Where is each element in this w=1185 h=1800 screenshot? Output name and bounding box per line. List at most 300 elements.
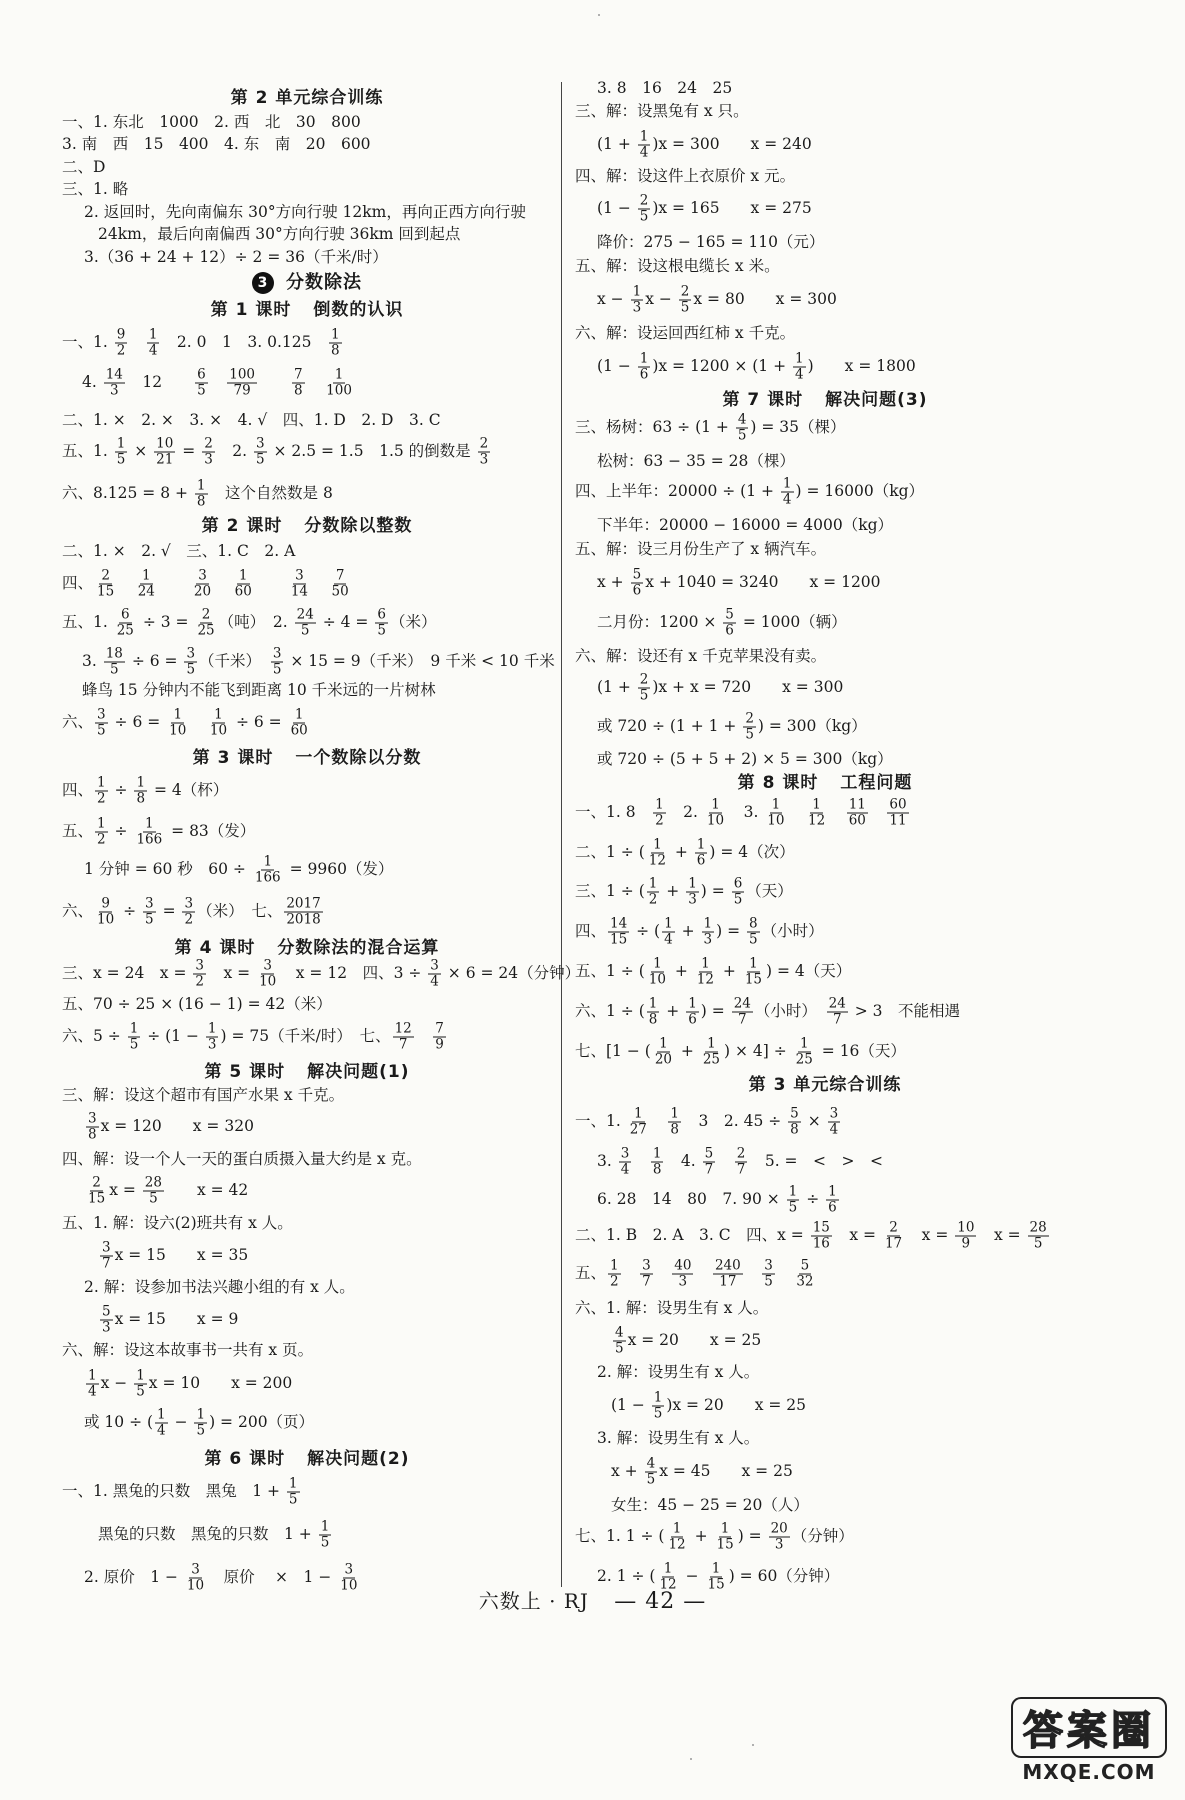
answer-text: 四、 bbox=[62, 574, 94, 592]
fraction-denominator: 3 bbox=[632, 299, 642, 316]
answer-text: ) = 60（分钟） bbox=[728, 1567, 840, 1585]
fraction-numerator: 2 bbox=[201, 606, 211, 623]
fraction bbox=[184, 647, 197, 678]
fraction-denominator: 5 bbox=[733, 891, 743, 908]
answer-text: x = 15 x = 9 bbox=[114, 1310, 239, 1328]
fraction-numerator: 1 bbox=[207, 1020, 217, 1037]
fraction-numerator: 9 bbox=[116, 326, 126, 343]
answer-text: 四、解：设这件上衣原价 x 元。 bbox=[575, 167, 796, 185]
fraction-denominator: 15 bbox=[707, 1576, 725, 1593]
fraction-denominator: 5 bbox=[680, 299, 690, 316]
fraction-denominator: 6 bbox=[828, 1199, 837, 1216]
fraction bbox=[653, 1037, 674, 1068]
answer-text: (1 − bbox=[611, 1396, 650, 1414]
fraction bbox=[295, 608, 316, 639]
heading-text: 第 1 课时 bbox=[210, 300, 292, 320]
fraction-denominator: 12 bbox=[648, 852, 666, 869]
fraction-numerator: 5 bbox=[725, 606, 734, 623]
fraction-numerator: 6 bbox=[197, 366, 206, 383]
fraction bbox=[686, 877, 699, 908]
fraction-numerator: 12 bbox=[394, 1020, 412, 1037]
fraction-denominator: 10 bbox=[97, 911, 115, 928]
fraction-denominator: 11 bbox=[889, 812, 907, 829]
answer-line bbox=[597, 285, 837, 316]
fraction-denominator: 25 bbox=[702, 1051, 721, 1068]
fraction-numerator: 1 bbox=[639, 128, 649, 145]
fraction bbox=[428, 959, 441, 990]
answer-text: 二、1 ÷ ( bbox=[575, 843, 645, 861]
fraction-numerator: 1 bbox=[655, 796, 664, 813]
answer-text: ) = 75（千米/时） 七、 bbox=[220, 1027, 391, 1045]
fraction-numerator: 1 bbox=[663, 1560, 673, 1577]
fraction-numerator: 1 bbox=[711, 796, 720, 813]
answer-text: = 1000（辆） bbox=[737, 613, 847, 631]
page-footer bbox=[0, 1585, 1185, 1614]
fraction-denominator: 15 bbox=[88, 1190, 106, 1207]
fraction-denominator: 3 bbox=[102, 1319, 111, 1336]
fraction bbox=[887, 798, 908, 829]
answer-line bbox=[82, 368, 356, 399]
answer-line bbox=[575, 1221, 1051, 1252]
fraction-denominator: 10 bbox=[259, 973, 277, 990]
answer-text: 或 720 ÷ (1 + 1 + bbox=[597, 717, 742, 735]
answer-line bbox=[611, 1326, 761, 1357]
fraction bbox=[1028, 1221, 1049, 1252]
fraction-denominator: 9 bbox=[435, 1036, 444, 1053]
fraction bbox=[95, 569, 116, 600]
fraction bbox=[115, 608, 136, 639]
fraction-denominator: 20 bbox=[193, 583, 212, 600]
answer-text: 一、1. 黑兔的只数 黑兔 1 + bbox=[62, 1482, 285, 1500]
fraction-numerator: 1 bbox=[670, 1105, 680, 1122]
fraction-denominator: 4 bbox=[795, 366, 804, 383]
answer-line bbox=[597, 712, 867, 743]
fraction-numerator: 1 bbox=[799, 1035, 809, 1052]
fraction-denominator: 60 bbox=[848, 812, 866, 829]
answer-text: x = 80 x = 300 bbox=[693, 290, 837, 308]
answer-text: （米） 七、 bbox=[197, 902, 283, 920]
answer-text: 或 10 ÷ ( bbox=[84, 1413, 154, 1431]
fraction-numerator: 1 bbox=[173, 706, 183, 723]
fraction bbox=[433, 1022, 446, 1053]
fraction-denominator: 5 bbox=[788, 1199, 798, 1216]
answer-line bbox=[62, 1213, 293, 1233]
answer-text: ÷ 3 = bbox=[137, 613, 194, 631]
answer-text: ÷ ( bbox=[631, 922, 661, 940]
answer-text bbox=[655, 1264, 671, 1282]
heading-text: 工程问题 bbox=[840, 773, 913, 793]
fraction-denominator: 79 bbox=[233, 382, 251, 399]
answer-text: x + 1040 = 3240 x = 1200 bbox=[645, 573, 881, 591]
fraction-numerator: 7 bbox=[435, 1020, 444, 1037]
fraction-denominator: 7 bbox=[737, 1011, 747, 1028]
answer-text: = 83（发） bbox=[166, 822, 256, 840]
answer-text: x − bbox=[597, 290, 629, 308]
answer-text: 三、杨树：63 ÷ (1 + bbox=[575, 418, 734, 436]
fraction-numerator: 3 bbox=[829, 1105, 839, 1122]
heading-text: 第 8 课时 bbox=[737, 773, 819, 793]
answer-text: ) = bbox=[700, 882, 730, 900]
answer-text: × 15 = 9（千米） 9 千米 < 10 千米 bbox=[285, 652, 555, 670]
answer-line bbox=[84, 1112, 254, 1143]
fraction bbox=[608, 1259, 621, 1290]
answer-text: ) = 35（棵） bbox=[750, 418, 846, 436]
fraction bbox=[662, 917, 675, 948]
answer-text: 六、解：设这本故事书一共有 x 页。 bbox=[62, 1341, 314, 1359]
fraction-numerator: 1 bbox=[653, 1389, 663, 1406]
fraction-numerator: 1 bbox=[97, 774, 106, 791]
fraction-denominator: 4 bbox=[620, 1161, 630, 1178]
answer-text: 三、解：设黑兔有 x 只。 bbox=[575, 102, 749, 120]
fraction bbox=[192, 569, 213, 600]
answer-text: = 4（杯） bbox=[149, 781, 229, 799]
answer-text: 三、1. 略 bbox=[62, 180, 129, 198]
fraction bbox=[638, 194, 651, 225]
fraction-numerator: 24 bbox=[828, 995, 846, 1012]
fraction-numerator: 28 bbox=[144, 1174, 162, 1191]
fraction bbox=[182, 897, 195, 928]
answer-line bbox=[62, 959, 580, 990]
section-heading bbox=[62, 87, 552, 109]
answer-text: + bbox=[676, 922, 700, 940]
answer-line bbox=[62, 708, 312, 739]
heading-text: 解决问题(2) bbox=[307, 1449, 410, 1469]
fraction-numerator: 2 bbox=[479, 435, 489, 452]
fraction bbox=[828, 1107, 841, 1138]
answer-line bbox=[98, 224, 460, 244]
fraction bbox=[794, 1037, 815, 1068]
fraction bbox=[666, 1522, 687, 1553]
answer-text: ) x = 1800 bbox=[807, 357, 916, 375]
fraction-numerator: 3 bbox=[272, 645, 282, 662]
fraction bbox=[134, 1369, 147, 1400]
fraction-numerator: 1 bbox=[652, 1145, 662, 1162]
fraction-numerator: 1 bbox=[653, 955, 662, 972]
answer-text: 2. 0 1 3. 0.125 bbox=[161, 333, 327, 351]
answer-text: 2. 解：设男生有 x 人。 bbox=[597, 1363, 760, 1381]
fraction bbox=[254, 437, 267, 468]
answer-text: 3. bbox=[82, 652, 102, 670]
fraction-denominator: 5 bbox=[320, 1534, 330, 1551]
fraction-numerator: 1 bbox=[157, 1406, 166, 1423]
answer-line bbox=[597, 515, 893, 535]
fraction bbox=[257, 959, 278, 990]
answer-line bbox=[82, 647, 555, 678]
fraction-denominator: 8 bbox=[790, 1121, 799, 1138]
answer-text: + bbox=[669, 843, 693, 861]
answer-text: ) = bbox=[716, 922, 746, 940]
answer-text: = bbox=[177, 442, 201, 460]
fraction-denominator: 8 bbox=[670, 1121, 680, 1138]
answer-text bbox=[190, 713, 206, 731]
fraction bbox=[393, 1022, 414, 1053]
answer-text: x = 12 四、3 ÷ bbox=[280, 964, 427, 982]
fraction-denominator: 17 bbox=[719, 1273, 737, 1290]
answer-text: 二、1. × 2. × 3. × 4. √ 四、1. D 2. D 3. C bbox=[62, 411, 441, 429]
fraction bbox=[104, 647, 125, 678]
fraction-denominator: 25 bbox=[197, 622, 215, 639]
answer-line bbox=[62, 1149, 422, 1169]
fraction-numerator: 1 bbox=[610, 1257, 619, 1274]
answer-line bbox=[597, 749, 893, 769]
answer-line bbox=[575, 477, 924, 508]
answer-line bbox=[84, 1176, 248, 1207]
fraction-denominator: 50 bbox=[331, 583, 349, 600]
fraction-numerator: 5 bbox=[102, 1303, 111, 1320]
section-heading bbox=[62, 1061, 552, 1083]
answer-text: 二、D bbox=[62, 158, 106, 176]
answer-text: 五、1. bbox=[62, 442, 113, 460]
answer-text: 2. bbox=[216, 442, 252, 460]
answer-line bbox=[82, 680, 436, 700]
answer-line bbox=[575, 323, 795, 343]
answer-line bbox=[575, 256, 780, 276]
fraction-numerator: 20 bbox=[770, 1520, 788, 1537]
answer-text bbox=[745, 1264, 761, 1282]
answer-text: 七、[1 − ( bbox=[575, 1042, 651, 1060]
heading-text: 第 3 单元综合训练 bbox=[748, 1075, 902, 1095]
answer-line bbox=[62, 157, 105, 177]
fraction-numerator: 1 bbox=[788, 1183, 798, 1200]
fraction-numerator: 1 bbox=[294, 706, 304, 723]
fraction bbox=[811, 1221, 832, 1252]
answer-line bbox=[611, 1457, 793, 1488]
answer-text: + bbox=[689, 1527, 713, 1545]
answer-text: ) = 16000（kg） bbox=[795, 482, 925, 500]
answer-text: 3. 南 西 15 400 4. 东 南 20 600 bbox=[62, 135, 371, 153]
answer-text: )x = 300 x = 240 bbox=[652, 135, 812, 153]
answer-line bbox=[575, 1037, 906, 1068]
fraction-numerator: 6 bbox=[377, 606, 386, 623]
fraction bbox=[647, 877, 660, 908]
answer-line bbox=[62, 328, 344, 359]
fraction-denominator: 6 bbox=[696, 852, 706, 869]
heading-text: 第 6 课时 bbox=[204, 1449, 286, 1469]
fraction-denominator: 12 bbox=[668, 1536, 686, 1553]
answer-line bbox=[84, 1369, 292, 1400]
fraction-denominator: 5 bbox=[145, 911, 154, 928]
fraction bbox=[134, 817, 164, 848]
answer-text: x = bbox=[978, 1226, 1026, 1244]
answer-text: 四、 bbox=[62, 781, 94, 799]
fraction-numerator: 1 bbox=[782, 475, 792, 492]
answer-line bbox=[575, 1522, 854, 1553]
fraction-numerator: 1 bbox=[688, 875, 697, 892]
fraction bbox=[478, 437, 491, 468]
fraction-numerator: 1 bbox=[214, 706, 223, 723]
fraction-numerator: 10 bbox=[156, 435, 174, 452]
answer-text: 五、70 ÷ 25 × (16 − 1) = 42（米） bbox=[62, 995, 332, 1013]
fraction-denominator: 6 bbox=[688, 1011, 697, 1028]
fraction-denominator: 12 bbox=[659, 1576, 677, 1593]
fraction bbox=[638, 673, 651, 704]
fraction-denominator: 10 bbox=[209, 722, 228, 739]
fraction-numerator: 1 bbox=[653, 836, 662, 853]
fraction-denominator: 21 bbox=[156, 451, 174, 468]
fraction-denominator: 10 bbox=[648, 971, 666, 988]
fraction bbox=[195, 479, 208, 510]
answer-text: x = 15 x = 35 bbox=[114, 1246, 249, 1264]
fraction bbox=[735, 1147, 748, 1178]
answer-text: 六、 bbox=[62, 902, 94, 920]
answer-text: x = 120 x = 320 bbox=[100, 1117, 254, 1135]
fraction bbox=[765, 798, 786, 829]
fraction-numerator: 2017 bbox=[286, 895, 321, 912]
fraction-numerator: 1 bbox=[196, 1406, 206, 1423]
fraction-numerator: 1 bbox=[634, 1105, 643, 1122]
answer-text: + bbox=[661, 882, 685, 900]
answer-line bbox=[575, 413, 846, 444]
answer-text: 五、1. bbox=[62, 613, 113, 631]
fraction-denominator: 15 bbox=[744, 971, 763, 988]
fraction bbox=[324, 368, 354, 399]
fraction-denominator: 4 bbox=[664, 931, 673, 948]
fraction bbox=[154, 437, 175, 468]
footer-book-label: 六数上 · RJ bbox=[478, 1589, 589, 1613]
answer-text bbox=[159, 574, 190, 592]
answer-text: ÷ bbox=[801, 1190, 825, 1208]
answer-text: （吨） 2. bbox=[218, 613, 293, 631]
fraction-numerator: 1 bbox=[648, 995, 658, 1012]
fraction-numerator: 1 bbox=[659, 1035, 668, 1052]
fraction-denominator: 5 bbox=[749, 931, 758, 948]
answer-text: ÷ 6 = bbox=[109, 713, 166, 731]
fraction bbox=[115, 328, 128, 359]
fraction bbox=[743, 712, 756, 743]
fraction-numerator: 3 bbox=[430, 957, 439, 974]
answer-text: ) = 4（次） bbox=[709, 843, 795, 861]
fraction bbox=[287, 1477, 300, 1508]
fraction-numerator: 7 bbox=[294, 366, 303, 383]
answer-text: （天） bbox=[746, 882, 793, 900]
fraction bbox=[640, 1259, 653, 1290]
fraction bbox=[747, 917, 760, 948]
answer-line bbox=[575, 1259, 818, 1290]
answer-text: ) = 200（页） bbox=[209, 1413, 315, 1431]
fraction-numerator: 4 bbox=[737, 411, 747, 428]
fraction-denominator: 3 bbox=[774, 1536, 784, 1553]
answer-text: 2. 返回时，先向南偏东 30°方向行驶 12km，再向正西方向行驶 bbox=[84, 203, 526, 221]
fraction-denominator: 5 bbox=[639, 687, 649, 704]
fraction-numerator: 3 bbox=[295, 567, 304, 584]
fraction-numerator: 24 bbox=[296, 606, 314, 623]
fraction bbox=[86, 1369, 99, 1400]
fraction-denominator: 6 bbox=[725, 622, 734, 639]
answer-text: 三、x = 24 x = bbox=[62, 964, 192, 982]
fraction-denominator: 7 bbox=[102, 1255, 111, 1272]
answer-text: （千米） bbox=[199, 652, 269, 670]
answer-text: (1 + bbox=[597, 135, 636, 153]
answer-text bbox=[651, 1112, 667, 1130]
fraction bbox=[736, 413, 749, 444]
answer-text: = bbox=[157, 902, 181, 920]
fraction bbox=[330, 569, 351, 600]
fraction-denominator: 8 bbox=[648, 1011, 658, 1028]
answer-text bbox=[633, 1152, 649, 1170]
fraction-numerator: 3 bbox=[88, 1110, 97, 1127]
section-heading bbox=[575, 772, 1075, 794]
answer-text: （米） bbox=[389, 613, 437, 631]
answer-text: ÷ bbox=[109, 781, 133, 799]
fraction-denominator: 10 bbox=[169, 722, 187, 739]
answer-text: 降价：275 − 165 = 110（元） bbox=[597, 233, 825, 251]
fraction-denominator: 25 bbox=[116, 622, 134, 639]
answer-text bbox=[312, 574, 328, 592]
answer-line bbox=[575, 838, 795, 869]
fraction-numerator: 3 bbox=[145, 895, 154, 912]
heading-text: 一个数除以分数 bbox=[295, 748, 422, 768]
fraction-denominator: 8 bbox=[294, 382, 303, 399]
answer-text: 3. 8 16 24 25 bbox=[597, 79, 733, 97]
answer-text: + bbox=[661, 1002, 685, 1020]
answer-text: ÷ bbox=[109, 822, 133, 840]
fraction-denominator: 3 bbox=[207, 1036, 217, 1053]
answer-text: x = 20 x = 25 bbox=[627, 1331, 762, 1349]
answer-line bbox=[575, 957, 851, 988]
fraction-numerator: 60 bbox=[889, 796, 907, 813]
answer-line bbox=[597, 78, 732, 98]
fraction-numerator: 3 bbox=[344, 1561, 354, 1578]
answer-text: ) × 4] ÷ bbox=[724, 1042, 792, 1060]
answer-text: 一、1. bbox=[62, 333, 113, 351]
fraction-denominator: 7 bbox=[832, 1011, 842, 1028]
answer-text: − bbox=[169, 1413, 193, 1431]
answer-text: ÷ bbox=[118, 902, 142, 920]
fraction bbox=[955, 1221, 976, 1252]
answer-text: 3. bbox=[728, 803, 764, 821]
fraction-denominator: 10 bbox=[767, 812, 785, 829]
fraction-numerator: 3 bbox=[191, 1561, 200, 1578]
fraction bbox=[289, 569, 310, 600]
answer-text: ÷ 6 = bbox=[126, 652, 183, 670]
heading-text: 第 3 课时 bbox=[192, 748, 274, 768]
answer-text: )x + x = 720 x = 300 bbox=[652, 678, 844, 696]
fraction-numerator: 1 bbox=[88, 1367, 97, 1384]
answer-line bbox=[62, 776, 228, 807]
answer-text: 松树：63 − 35 = 28（棵） bbox=[597, 452, 795, 470]
answer-text: (1 − bbox=[597, 357, 636, 375]
answer-text bbox=[870, 803, 886, 821]
answer-line bbox=[62, 1340, 313, 1360]
answer-text: 3.（36 + 24 + 12）÷ 2 = 36（千米/时） bbox=[84, 248, 388, 266]
fraction-numerator: 18 bbox=[105, 645, 123, 662]
answer-text: 五、解：设这根电缆长 x 米。 bbox=[575, 257, 780, 275]
fraction bbox=[705, 798, 726, 829]
answer-line bbox=[84, 247, 388, 267]
fraction-denominator: 7 bbox=[642, 1273, 651, 1290]
answer-line bbox=[62, 437, 492, 468]
answer-line bbox=[575, 1298, 768, 1318]
answer-line bbox=[98, 1305, 238, 1336]
fraction-denominator: 100 bbox=[326, 382, 352, 399]
fraction-numerator: 4 bbox=[615, 1324, 624, 1341]
fraction bbox=[375, 608, 388, 639]
fraction-numerator: 1 bbox=[148, 326, 158, 343]
answer-text: 原价 × 1 − bbox=[208, 1568, 337, 1586]
answer-text: 2. 解：设参加书法兴趣小组的有 x 人。 bbox=[84, 1278, 355, 1296]
fraction-denominator: 15 bbox=[610, 931, 628, 948]
fraction bbox=[95, 776, 108, 807]
answer-text: x = 45 x = 25 bbox=[659, 1462, 793, 1480]
fraction-numerator: 9 bbox=[101, 895, 110, 912]
fraction-numerator: 3 bbox=[256, 435, 265, 452]
answer-text: （分钟） bbox=[791, 1527, 854, 1545]
answer-text: 六、 bbox=[62, 713, 94, 731]
fraction-numerator: 1 bbox=[720, 1520, 730, 1537]
fraction-numerator: 6 bbox=[121, 606, 130, 623]
answer-line bbox=[575, 101, 749, 121]
fraction-numerator: 1 bbox=[664, 915, 673, 932]
